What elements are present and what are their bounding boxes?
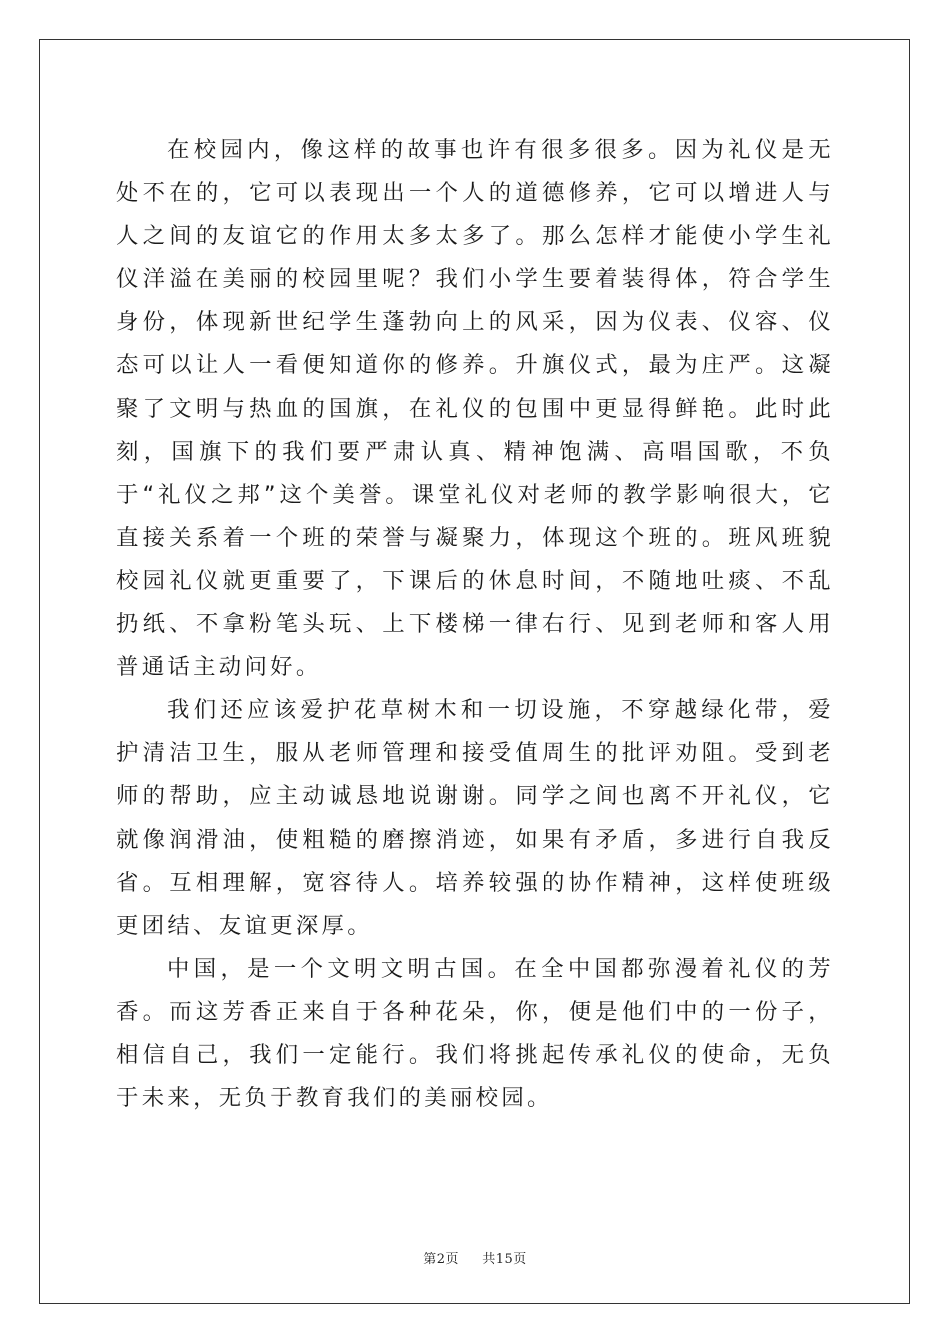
page-number: 第2页 bbox=[423, 1252, 459, 1267]
document-body bbox=[116, 129, 834, 1120]
paragraph-1: 在校园内，像这样的故事也许有很多很多。因为礼仪是无处不在的，它可以表现出一个人的道德修养，它可以增进人与人之间的友谊它的作用太多太多了。那么怎样才能使小学生礼仪洋溢在美丽的校园里呢？我们小学生要着装得体，符合学生身份，体现新世纪学生蓬勃向上的风采，因为仪表、仪容、仪态可以让人一看便知道你的修养。升旗仪式，最为庄严。这凝聚了文明与热血的国旗，在礼仪的包围中更显得鲜艳。此时此刻，国旗下的我们要严肃认真、精神饱满、高唱国歌，不负于“礼仪之邦”这个美誉。课堂礼仪对老师的教学影响很大，它直接关系着一个班的荣誉与凝聚力，体现这个班的。班风班貌校园礼仪就更重要了，下课后的休息时间，不随地吐痰、不乱扔纸、不拿粉笔头玩、上下楼梯一律右行、见到老师和客人用普通话主动问好。 bbox=[116, 137, 834, 681]
paragraph-3: 中国，是一个文明文明古国。在全中国都弥漫着礼仪的芳香。而这芳香正来自于各种花朵，你，便是他们中的一份子，相信自己，我们一定能行。我们将挑起传承礼仪的使命，无负于未来，无负于教育我们的美丽校园。 bbox=[116, 955, 834, 1112]
page-total: 共15页 bbox=[482, 1252, 527, 1267]
paragraph-2: 我们还应该爱护花草树木和一切设施，不穿越绿化带，爱护清洁卫生，服从老师管理和接受值周生的批评劝阻。受到老师的帮助，应主动诚恳地说谢谢。同学之间也离不开礼仪，它就像润滑油，使粗糙的磨擦消迹，如果有矛盾，多进行自我反省。互相理解，宽容待人。培养较强的协作精神，这样使班级更团结、友谊更深厚。 bbox=[116, 697, 834, 939]
page-footer bbox=[0, 1248, 950, 1267]
